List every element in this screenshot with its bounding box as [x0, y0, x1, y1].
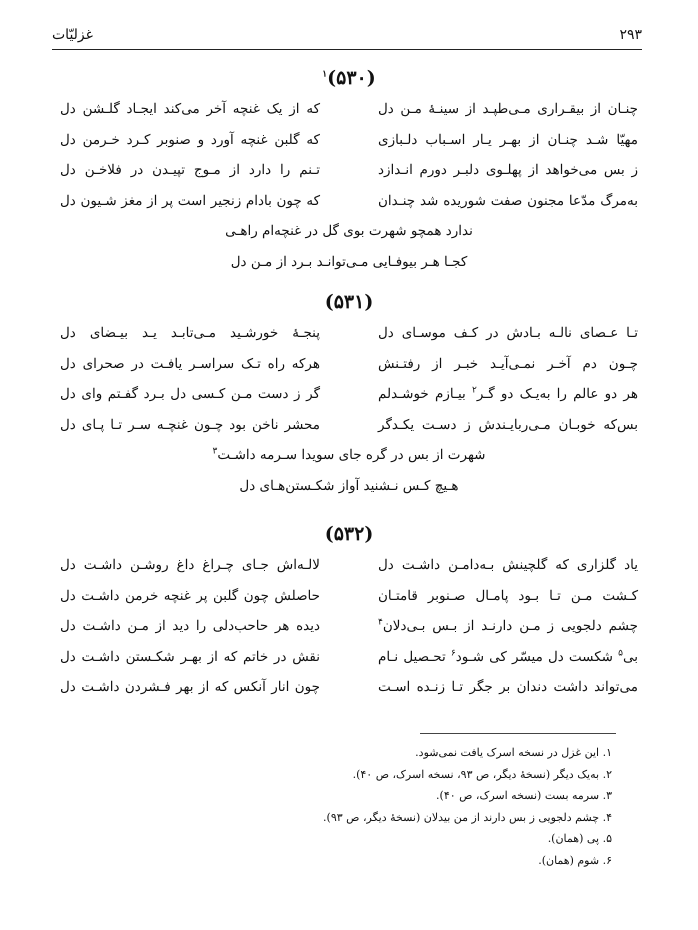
- hemistich-right: [378, 611, 638, 642]
- closing-line: [60, 471, 638, 502]
- hemistich-left: که چون بادام زنجیر است پر از مغز شـیون دل: [60, 192, 320, 209]
- page-number: ۲۹۳: [619, 27, 642, 43]
- hemistich-left: حاصلش چون گلبن پر غنچه خرمن داشـت دل: [60, 587, 320, 604]
- hemistich-left: لالـه‌اش جـای چـراغ داغ روشـن داشـت دل: [60, 557, 320, 573]
- footnote: ۳. سرمه بست (نسخه اسرک، ص ۴۰).: [436, 789, 612, 803]
- couplet: [60, 550, 638, 581]
- poem-title: [60, 286, 638, 318]
- couplet: [60, 672, 638, 703]
- hemistich-right: مهیّا شـد چنـان از بهـر یـار اسـباب دلـبازی: [378, 131, 638, 148]
- hemistich-left: تـنم را دارد از مـوج تپیـدن در فلاخـن دل: [60, 162, 320, 178]
- couplet: [60, 379, 638, 410]
- footnote: ۴. چشم دلجویی ز بس دارند از من بیدلان (نسخهٔ دیگر، ص ۹۳).: [323, 810, 612, 824]
- footnote-rule: [420, 733, 616, 734]
- couplet: [60, 581, 638, 612]
- footnote-ref: ۱: [322, 69, 328, 80]
- couplet: [60, 318, 638, 349]
- couplet: [60, 349, 638, 380]
- couplet: [60, 155, 638, 186]
- footnote-ref: ۴: [378, 617, 383, 628]
- hemistich-left: پنجـهٔ خورشـید مـی‌تابـد یـد بیـضای دل: [60, 325, 320, 341]
- hemistich-left: چون انار آنکس که از بهر فـشردن داشـت دل: [60, 679, 320, 695]
- section-title: غزلیّات: [52, 27, 93, 43]
- closing-hemistich: کجـا هـر بیوفـایی مـی‌توانـد بـرد از مـن دل: [230, 253, 468, 270]
- footnote-ref: ۲: [472, 385, 477, 396]
- hemistich-right: چـون دم آخـر نمـی‌آیـد خبـر از رفتـنش: [378, 355, 638, 372]
- footnote: ۱. این غزل در نسخه اسرک یافت نمی‌شود.: [415, 746, 612, 759]
- hemistich-text: شهرت از بس در گره جای سویدا سـرمه داشـت: [217, 447, 486, 463]
- hemistich-right: چنـان از بیقـراری مـی‌طپـد از سینـهٔ مـن دل: [378, 101, 638, 117]
- hemistich-text: چشم دلجویی ز مـن دارنـد از بـس بـی‌دلان: [382, 618, 638, 634]
- poem-number: (۵۳۰): [327, 67, 376, 89]
- hemistich-right: می‌تواند داشت دندان بر جگر تـا زنـده اسـت: [378, 679, 638, 695]
- poem-number: (۵۳۲): [324, 523, 374, 545]
- poem-title: [60, 62, 638, 94]
- closing-hemistich: هـیچ کـس نـشنید آواز شکـستن‌هـای دل: [239, 477, 459, 494]
- footnote-ref: ۳: [212, 446, 218, 457]
- hemistich-right: [378, 379, 638, 410]
- footnotes: [192, 742, 612, 872]
- hemistich-left: دیده هر حاحب‌دلی را دید از مـن داشـت دل: [60, 618, 320, 634]
- poem-title: [60, 518, 638, 550]
- poem-530: [60, 62, 638, 277]
- couplet: [60, 410, 638, 441]
- hemistich-right: ز بس می‌خواهد از پهلـوی دلبـر دورم انـدازد: [378, 162, 638, 178]
- poem-number: (۵۳۱): [324, 291, 374, 313]
- closing-hemistich: [60, 440, 638, 471]
- footnote: ۲. به‌یک دیگر (نسخهٔ دیگر، ص ۹۳، نسخه اسرک، ص ۴۰).: [352, 767, 612, 781]
- closing-line: [60, 216, 638, 247]
- poem-532: [60, 518, 638, 703]
- couplet: [60, 611, 638, 642]
- page-header: [52, 22, 642, 48]
- closing-line: [60, 440, 638, 471]
- couplet: [60, 125, 638, 156]
- hemistich-left: گر ز دست مـن کـسی دل بـرد گفـتم وای دل: [60, 386, 320, 402]
- hemistich-text: شکست دل میسّر کی شـود: [455, 648, 619, 665]
- hemistich-right: به‌مرگ مدّعا مجنون صفت شوریده شد چنـدان: [378, 192, 638, 209]
- couplet: [60, 94, 638, 125]
- hemistich-right: [378, 642, 638, 673]
- footnote-ref: ۵: [618, 648, 623, 658]
- couplet: [60, 186, 638, 217]
- hemistich-text: بیـازم خوشـدلم: [378, 386, 472, 402]
- footnote: ۵. پی (همان).: [547, 832, 612, 846]
- hemistich-right: بس‌که خوبـان مـی‌ربایـندش ز دسـت یکـدگر: [378, 416, 638, 433]
- closing-hemistich: ندارد همچو شهرت بوی گل در غنچه‌ام راهـی: [225, 223, 473, 239]
- poem-531: [60, 286, 638, 501]
- hemistich-right: تـا عـصای نالـه بـادش در کـف موسـای دل: [378, 325, 638, 341]
- footnote: ۶. شوم (همان).: [538, 853, 612, 867]
- hemistich-text: هر دو عالم را به‌یـک دو گـر: [476, 386, 638, 402]
- hemistich-right: یاد گلزاری که گلچینش بـه‌دامـن داشـت دل: [378, 557, 638, 573]
- hemistich-right: کـشت مـن تـا بـود پامـال صـنوبر قامتـان: [378, 587, 638, 604]
- couplet: [60, 642, 638, 673]
- hemistich-left: هرکه راه تـک سراسـر یافـت در صحرای دل: [60, 355, 320, 372]
- hemistich-text: تحـصیل نـام: [378, 648, 451, 665]
- hemistich-left: محشر ناخن بود چـون غنچـه سـر تـا پـای دل: [60, 416, 320, 433]
- hemistich-text: بی: [622, 648, 638, 665]
- hemistich-left: که گلبن غنچه آورد و صنوبر کـرد خـرمن دل: [60, 131, 320, 148]
- hemistich-left: نقش در خاتم که از بهـر شکـستن داشـت دل: [60, 648, 320, 665]
- footnote-ref: ۶: [450, 648, 456, 658]
- closing-line: [60, 247, 638, 278]
- header-rule: [52, 49, 642, 50]
- hemistich-left: که از یک غنچه آخر می‌کند ایجـاد گلـشن دل: [60, 101, 320, 117]
